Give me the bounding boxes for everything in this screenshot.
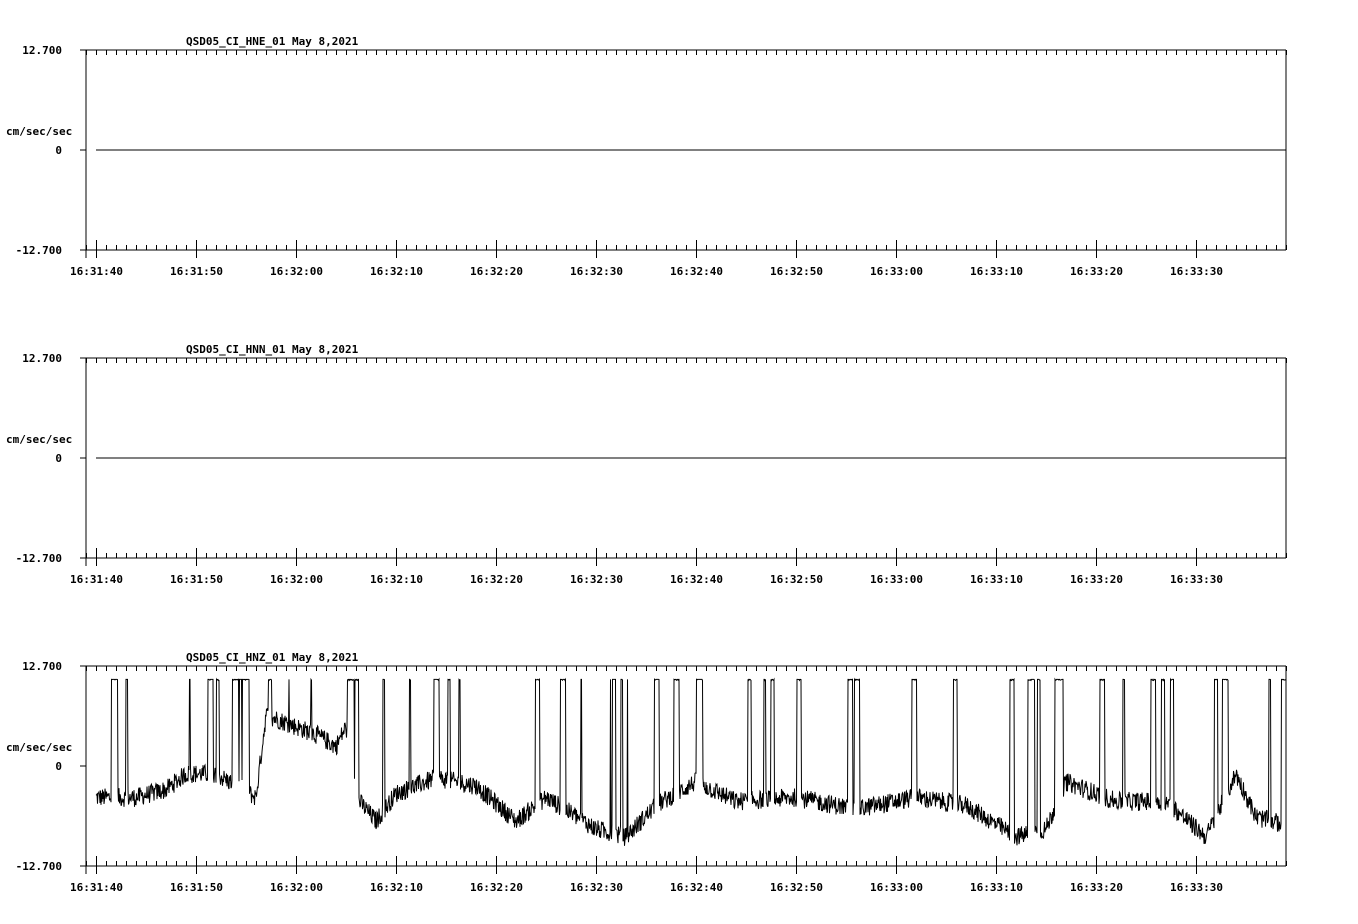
x-tick-label: 16:33:20 [1070, 265, 1123, 278]
x-tick-label: 16:33:00 [870, 881, 923, 894]
x-tick-label: 16:31:50 [170, 573, 223, 586]
x-tick-label: 16:32:40 [670, 573, 723, 586]
x-tick-label: 16:32:40 [670, 265, 723, 278]
panel-2 [6, 343, 1287, 586]
x-tick-label: 16:33:30 [1170, 265, 1223, 278]
x-tick-label: 16:32:00 [270, 573, 323, 586]
y-axis-label: cm/sec/sec [6, 125, 73, 138]
x-tick-label: 16:32:20 [470, 573, 523, 586]
x-tick-label: 16:32:40 [670, 881, 723, 894]
x-tick-label: 16:33:10 [970, 573, 1023, 586]
x-tick-label: 16:32:30 [570, 265, 623, 278]
x-tick-label: 16:33:00 [870, 573, 923, 586]
x-tick-label: 16:31:50 [170, 881, 223, 894]
x-tick-label: 16:31:40 [70, 265, 123, 278]
x-tick-label: 16:32:20 [470, 881, 523, 894]
x-tick-label: 16:33:30 [1170, 573, 1223, 586]
x-tick-label: 16:32:10 [370, 573, 423, 586]
x-tick-label: 16:31:40 [70, 881, 123, 894]
y-tick-label: 0 [55, 144, 62, 157]
y-tick-label: 12.700 [22, 660, 62, 673]
y-tick-label: 0 [55, 760, 62, 773]
x-tick-label: 16:33:20 [1070, 881, 1123, 894]
x-tick-label: 16:33:00 [870, 265, 923, 278]
x-tick-label: 16:32:30 [570, 881, 623, 894]
panel-3 [6, 651, 1287, 894]
x-tick-label: 16:32:00 [270, 265, 323, 278]
y-tick-label: 12.700 [22, 44, 62, 57]
panel-title: QSD05_CI_HNN_01 May 8,2021 [186, 343, 359, 356]
x-tick-label: 16:32:00 [270, 881, 323, 894]
y-tick-label: 12.700 [22, 352, 62, 365]
x-tick-label: 16:33:20 [1070, 573, 1123, 586]
x-tick-label: 16:32:30 [570, 573, 623, 586]
y-axis-label: cm/sec/sec [6, 433, 73, 446]
x-tick-label: 16:32:50 [770, 573, 823, 586]
x-tick-label: 16:31:50 [170, 265, 223, 278]
x-tick-label: 16:31:40 [70, 573, 123, 586]
x-tick-label: 16:32:50 [770, 881, 823, 894]
y-tick-label: -12.700 [15, 244, 62, 257]
x-tick-label: 16:33:30 [1170, 881, 1223, 894]
y-tick-label: -12.700 [15, 860, 62, 873]
x-tick-label: 16:32:10 [370, 265, 423, 278]
x-tick-label: 16:32:10 [370, 881, 423, 894]
panel-title: QSD05_CI_HNZ_01 May 8,2021 [186, 651, 359, 664]
y-tick-label: -12.700 [15, 552, 62, 565]
x-tick-label: 16:33:10 [970, 265, 1023, 278]
x-tick-label: 16:33:10 [970, 881, 1023, 894]
y-axis-label: cm/sec/sec [6, 741, 73, 754]
x-tick-label: 16:32:20 [470, 265, 523, 278]
panel-1 [6, 35, 1287, 278]
panel-title: QSD05_CI_HNE_01 May 8,2021 [186, 35, 359, 48]
x-tick-label: 16:32:50 [770, 265, 823, 278]
waveform-trace [96, 679, 1286, 845]
y-tick-label: 0 [55, 452, 62, 465]
